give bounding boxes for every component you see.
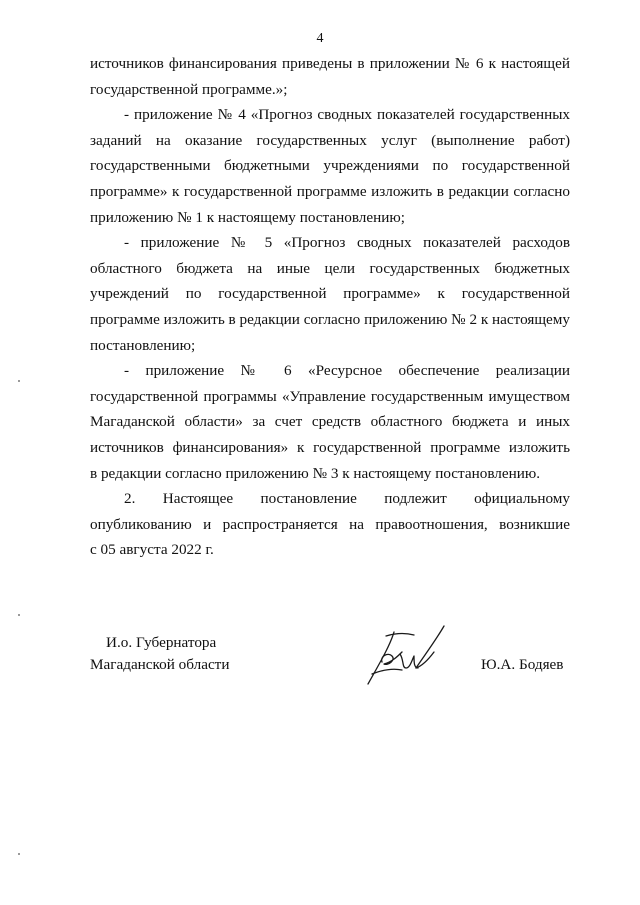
- text-line: - приложение № 6 «Ресурсное обеспечение реализации: [124, 362, 570, 380]
- text-line: приложению № 1 к настоящему постановлению;: [90, 208, 405, 226]
- text-line: программе изложить в редакции согласно приложению № 2 к настоящему: [90, 310, 570, 328]
- text-line: - приложение № 4 «Прогноз сводных показателей государственных: [124, 106, 570, 124]
- document-body: [90, 51, 570, 563]
- text-line: программе» к государственной программе изложить в редакции согласно: [90, 182, 570, 200]
- page-number: 4: [316, 31, 324, 46]
- text-line: учреждений по государственной программе» к государственной: [90, 285, 570, 303]
- handwritten-signature-icon: [356, 622, 456, 692]
- text-line: государственной программе.»;: [90, 80, 288, 98]
- text-line: государственной программы «Управление государственным имуществом: [90, 387, 570, 405]
- signatory-name: Ю.А. Бодяев: [481, 656, 564, 673]
- scan-edge-mark: [18, 380, 20, 382]
- text-line: источников финансирования» к государственной программе изложить: [90, 438, 570, 456]
- text-line: Магаданской области» за счет средств областного бюджета и иных: [90, 413, 570, 431]
- signatory-position-line1: И.о. Губернатора: [106, 634, 217, 651]
- text-line: источников финансирования приведены в приложении № 6 к настоящей: [90, 55, 570, 72]
- signatory-position: [90, 632, 229, 676]
- text-line: с 05 августа 2022 г.: [90, 541, 214, 559]
- text-line: - приложение № 5 «Прогноз сводных показателей расходов: [124, 234, 570, 252]
- signatory-position-line2: Магаданской области: [90, 656, 230, 673]
- text-line: опубликованию и распространяется на правоотношения, возникшие: [90, 515, 570, 533]
- text-line: 2. Настоящее постановление подлежит официальному: [124, 490, 570, 508]
- scan-edge-mark: [18, 853, 20, 855]
- text-line: постановлению;: [90, 336, 196, 354]
- scan-edge-mark: [18, 614, 20, 616]
- text-line: заданий на оказание государственных услуг (выполнение работ): [90, 131, 570, 149]
- text-line: государственными бюджетными учреждениями по государственной: [90, 157, 570, 175]
- text-line: в редакции согласно приложению № 3 к настоящему постановлению.: [90, 464, 541, 482]
- signature-block: [0, 632, 640, 702]
- text-line: областного бюджета на иные цели государственных бюджетных: [90, 259, 570, 277]
